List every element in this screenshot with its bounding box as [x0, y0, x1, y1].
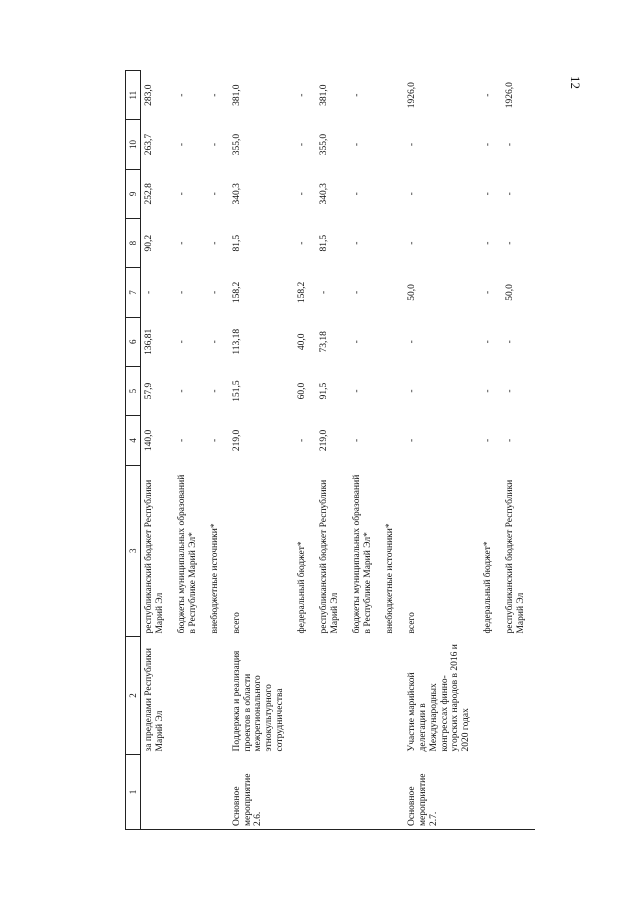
- activity-cell: [382, 754, 404, 829]
- description-cell: [207, 637, 229, 755]
- value-cell: -: [351, 340, 362, 344]
- value-cell: [382, 366, 404, 415]
- table-row: [349, 71, 382, 830]
- value-cell: -: [144, 290, 154, 295]
- table-row: [480, 71, 502, 830]
- value-cell: -: [483, 192, 494, 196]
- value-cell: [382, 120, 404, 169]
- value-cell: -: [176, 340, 187, 344]
- value-cell: -: [209, 438, 220, 442]
- value-cell: -: [406, 142, 417, 147]
- value-cell: -: [176, 142, 187, 147]
- value-cell: 50,0: [406, 284, 417, 301]
- value-cell: 381,0: [319, 84, 330, 106]
- value-cell: 158,2: [231, 281, 242, 304]
- funding-source-cell: бюджеты муниципальных образований в Республике Марий Эл*: [351, 474, 373, 634]
- description-cell: [294, 637, 316, 755]
- table-row: [404, 71, 481, 830]
- value-cell: -: [483, 290, 494, 295]
- value-cell: -: [319, 290, 330, 295]
- funding-source-cell: всего: [406, 612, 417, 634]
- table-row: [294, 71, 316, 830]
- funding-source-cell: внебюджетные источники*: [384, 523, 395, 634]
- value-cell: -: [297, 241, 308, 245]
- value-cell: [382, 268, 404, 317]
- value-cell: -: [351, 438, 362, 442]
- activity-cell: [316, 754, 349, 829]
- value-cell: -: [176, 438, 187, 442]
- rotated-table-container: [125, 70, 525, 830]
- value-cell: 60,0: [297, 382, 308, 400]
- table-row: [141, 71, 174, 830]
- value-cell: 136,81: [144, 328, 154, 355]
- activity-cell: [480, 754, 502, 829]
- value-cell: -: [483, 438, 494, 442]
- value-cell: -: [351, 241, 362, 245]
- value-cell: 219,0: [231, 429, 242, 452]
- header-cell: 4: [126, 416, 141, 465]
- value-cell: 90,2: [144, 234, 154, 252]
- funding-source-cell: федеральный бюджет*: [297, 541, 308, 634]
- value-cell: 263,7: [144, 133, 154, 156]
- value-cell: -: [505, 438, 516, 442]
- value-cell: 40,0: [297, 333, 308, 351]
- activity-cell: Основное мероприятие 2.6.: [229, 754, 295, 829]
- value-cell: -: [505, 389, 516, 393]
- value-cell: -: [505, 340, 516, 344]
- value-cell: 50,0: [505, 284, 516, 301]
- value-cell: 381,0: [231, 84, 242, 106]
- value-cell: 1926,0: [505, 82, 516, 109]
- description-cell: [382, 637, 404, 755]
- value-cell: 355,0: [319, 133, 330, 156]
- funding-source-cell: республиканский бюджет Республики Марий Эл: [505, 479, 527, 634]
- description-cell: Участие марийской делегации в Международных конгрессах финно-угорских народов в 2016 и 2020 годах: [406, 644, 472, 752]
- value-cell: -: [176, 290, 187, 295]
- header-cell: 9: [126, 169, 141, 218]
- description-cell: Поддержка и реализация проектов в области межрегионального этнокультурного сотрудничества: [231, 650, 286, 752]
- value-cell: 57,9: [144, 382, 154, 400]
- value-cell: 151,5: [231, 380, 242, 402]
- activity-cell: [174, 754, 207, 829]
- funding-source-cell: республиканский бюджет Республики Марий Эл: [319, 479, 341, 634]
- budget-table: [125, 70, 535, 830]
- value-cell: -: [209, 93, 220, 97]
- value-cell: -: [406, 241, 417, 245]
- value-cell: 113,18: [231, 328, 242, 355]
- value-cell: -: [176, 93, 187, 97]
- value-cell: -: [209, 290, 220, 295]
- description-cell: [502, 637, 535, 755]
- header-cell: 3: [126, 465, 141, 637]
- value-cell: -: [351, 290, 362, 295]
- activity-cell: Основное мероприятие 2.7.: [404, 754, 481, 829]
- value-cell: 158,2: [297, 281, 308, 304]
- value-cell: -: [483, 142, 494, 147]
- table-body: [141, 71, 536, 830]
- value-cell: 91,5: [319, 382, 330, 400]
- value-cell: -: [176, 192, 187, 196]
- value-cell: [382, 169, 404, 218]
- header-cell: 11: [126, 71, 141, 120]
- header-cell: 5: [126, 366, 141, 415]
- table-row: [316, 71, 349, 830]
- table-row: [229, 71, 295, 830]
- value-cell: -: [297, 192, 308, 196]
- value-cell: 81,5: [231, 234, 242, 252]
- value-cell: -: [209, 142, 220, 147]
- activity-cell: [207, 754, 229, 829]
- value-cell: -: [176, 241, 187, 245]
- value-cell: 283,0: [144, 84, 154, 106]
- header-cell: 7: [126, 268, 141, 317]
- value-cell: -: [406, 389, 417, 393]
- value-cell: -: [483, 241, 494, 245]
- value-cell: 340,3: [231, 183, 242, 205]
- activity-cell: [502, 754, 535, 829]
- value-cell: -: [351, 389, 362, 393]
- value-cell: -: [483, 340, 494, 344]
- value-cell: -: [351, 192, 362, 196]
- table-row: [382, 71, 404, 830]
- value-cell: -: [209, 241, 220, 245]
- value-cell: -: [209, 340, 220, 344]
- funding-source-cell: республиканский бюджет Республики Марий Эл: [144, 479, 165, 634]
- activity-cell: [141, 754, 174, 829]
- value-cell: [382, 218, 404, 267]
- value-cell: -: [351, 142, 362, 147]
- activity-cell: [349, 754, 382, 829]
- value-cell: 140,0: [144, 429, 154, 452]
- funding-source-cell: всего: [231, 612, 242, 634]
- value-cell: 1926,0: [406, 82, 417, 109]
- funding-source-cell: федеральный бюджет*: [483, 541, 494, 634]
- value-cell: 219,0: [319, 429, 330, 452]
- header-row: [126, 71, 141, 830]
- value-cell: -: [297, 438, 308, 442]
- description-cell: за пределами Республики Марий Эл: [144, 648, 165, 752]
- activity-cell: [294, 754, 316, 829]
- description-cell: [316, 637, 349, 755]
- header-cell: 2: [126, 637, 141, 755]
- value-cell: -: [406, 340, 417, 344]
- value-cell: -: [406, 438, 417, 442]
- value-cell: 340,3: [319, 183, 330, 205]
- value-cell: -: [505, 142, 516, 147]
- funding-source-cell: внебюджетные источники*: [209, 523, 220, 634]
- value-cell: -: [406, 192, 417, 196]
- value-cell: -: [297, 142, 308, 147]
- value-cell: -: [176, 389, 187, 393]
- description-cell: [480, 637, 502, 755]
- value-cell: 81,5: [319, 234, 330, 252]
- table-row: [207, 71, 229, 830]
- value-cell: 355,0: [231, 133, 242, 156]
- value-cell: -: [483, 93, 494, 97]
- description-cell: [349, 637, 382, 755]
- table-row: [502, 71, 535, 830]
- table-row: [174, 71, 207, 830]
- value-cell: -: [351, 93, 362, 97]
- header-cell: 8: [126, 218, 141, 267]
- header-cell: 6: [126, 317, 141, 366]
- value-cell: -: [505, 192, 516, 196]
- page-number: 12: [568, 76, 583, 89]
- value-cell: -: [297, 93, 308, 97]
- value-cell: 252,8: [144, 183, 154, 205]
- funding-source-cell: бюджеты муниципальных образований в Республике Марий Эл*: [176, 474, 198, 634]
- value-cell: -: [209, 192, 220, 196]
- value-cell: [382, 71, 404, 120]
- value-cell: -: [505, 241, 516, 245]
- value-cell: [382, 416, 404, 465]
- value-cell: 73,18: [319, 331, 330, 353]
- value-cell: [382, 317, 404, 366]
- description-cell: [174, 637, 207, 755]
- header-cell: 10: [126, 120, 141, 169]
- header-cell: 1: [126, 754, 141, 829]
- value-cell: -: [483, 389, 494, 393]
- value-cell: -: [209, 389, 220, 393]
